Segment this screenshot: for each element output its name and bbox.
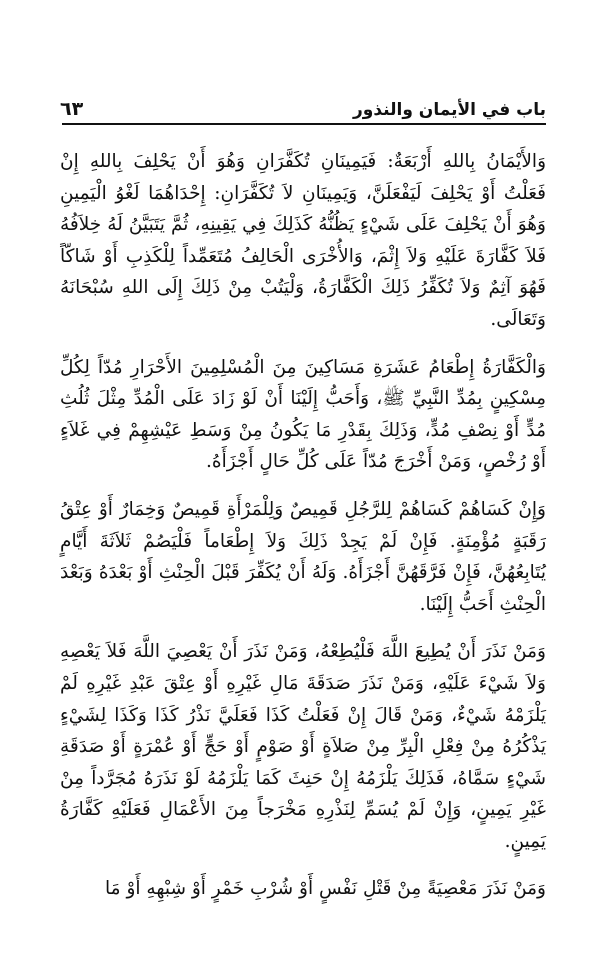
header-divider [62, 123, 546, 125]
page-number: ٦٣ [60, 98, 84, 120]
paragraph-oaths: وَالأَيْمَانُ بِاللهِ أَرْبَعَةٌ: فَيَمِينَانِ تُكَفَّرَانِ وَهُوَ أَنْ يَحْلِفَ بِاللهِ إِنْ فَعَلْتُ أَوْ يَحْلِفَ لَيَفْعَلَنَّ، وَيَمِينَانِ لاَ تُكَفَّرَانِ: إِحْدَاهُمَا لَغْوُ الْيَمِينِ وَهُوَ أَنْ يَحْلِفَ عَلَى شَيْءٍ يَظُنُّهُ كَذَلِكَ فِي يَقِينِهِ، ثُمَّ يَتَبَيَّنُ لَهُ خِلاَفُهُ فَلاَ كَفَّارَةَ عَلَيْهِ وَلاَ إِثْمَ، وَالأُخْرَى الْحَالِفُ مُتَعَمِّداً لِلْكَذِبِ أَوْ شَاكّاً فَهُوَ آثِمٌ وَلاَ تُكَفِّرُ ذَلِكَ الْكَفَّارَةُ، وَلْيَتُبْ مِنْ ذَلِكَ إِلَى اللهِ سُبْحَانَهُ وَتَعَالَى. [60, 151, 546, 330]
paragraph-expiation-feeding: وَالْكَفَّارَةُ إِطْعَامُ عَشَرَةِ مَسَاكِينَ مِنَ الْمُسْلِمِينَ الأَحْرَارِ مُدّاً لِكُلِّ مِسْكِينٍ بِمُدِّ النَّبِيِّ ﷺ، وَأَحَبُّ إِلَيْنَا أَنْ لَوْ زَادَ عَلَى الْمُدِّ مِثْلَ ثُلُثِ مُدٍّ أَوْ نِصْفِ مُدٍّ، وَذَلِكَ بِقَدْرِ مَا يَكُونُ مِنْ وَسَطِ عَيْشِهِمْ فِي غَلاَءٍ أَوْ رُخْصٍ، وَمَنْ أَخْرَجَ مُدّاً عَلَى كُلِّ حَالٍ أَجْزَأَهُ. [60, 356, 546, 473]
paragraph-vows: وَمَنْ نَذَرَ أَنْ يُطِيعَ اللَّهَ فَلْيُطِعْهُ، وَمَنْ نَذَرَ أَنْ يَعْصِيَ اللَّهَ فَلاَ يَعْصِهِ وَلاَ شَيْءَ عَلَيْهِ، وَمَنْ نَذَرَ صَدَقَةَ مَالِ غَيْرِهِ أَوْ عِتْقَ عَبْدِ غَيْرِهِ لَمْ يَلْزَمْهُ شَيْءٌ، وَمَنْ قَالَ إِنْ فَعَلْتُ كَذَا فَعَلَيَّ نَذْرُ كَذَا وَكَذَا لِشَيْءٍ يَذْكُرُهُ مِنْ فِعْلِ الْبِرِّ مِنْ صَلاَةٍ أَوْ صَوْمٍ أَوْ حَجٍّ أَوْ عُمْرَةٍ أَوْ صَدَقَةِ شَيْءٍ سَمَّاهُ، فَذَلِكَ يَلْزَمُهُ إِنْ حَنِثَ كَمَا يَلْزَمُهُ لَوْ نَذَرَهُ مُجَرَّداً مِنْ غَيْرِ يَمِينٍ، وَإِنْ لَمْ يُسَمِّ لِنَذْرِهِ مَخْرَجاً مِنَ الأَعْمَالِ فَعَلَيْهِ كَفَّارَةُ يَمِينٍ. [60, 641, 546, 852]
page-body [60, 146, 546, 921]
chapter-title: باب في الأيمان والنذور [353, 100, 546, 120]
running-header [60, 92, 546, 120]
paragraph-vow-of-sin: وَمَنْ نَذَرَ مَعْصِيَةً مِنْ قَتْلِ نَفْسٍ أَوْ شُرْبِ خَمْرٍ أَوْ شِبْهِهِ أَوْ مَا [105, 878, 546, 900]
paragraph-expiation-clothing: وَإِنْ كَسَاهُمْ كَسَاهُمْ لِلرَّجُلِ قَمِيصٌ وَلِلْمَرْأَةِ قَمِيصٌ وَخِمَارٌ أَوْ عِتْقُ رَقَبَةٍ مُؤْمِنَةٍ. فَإِنْ لَمْ يَجِدْ ذَلِكَ وَلاَ إِطْعَاماً فَلْيَصُمْ ثَلاَثَةَ أَيَّامٍ يُتَابِعُهُنَّ، فَإِنْ فَرَّقَهُنَّ أَجْزَأَهُ. وَلَهُ أَنْ يُكَفِّرَ قَبْلَ الْحِنْثِ أَوْ بَعْدَهُ وَبَعْدَ الْحِنْثِ أَحَبُّ إِلَيْنَا. [60, 498, 546, 615]
